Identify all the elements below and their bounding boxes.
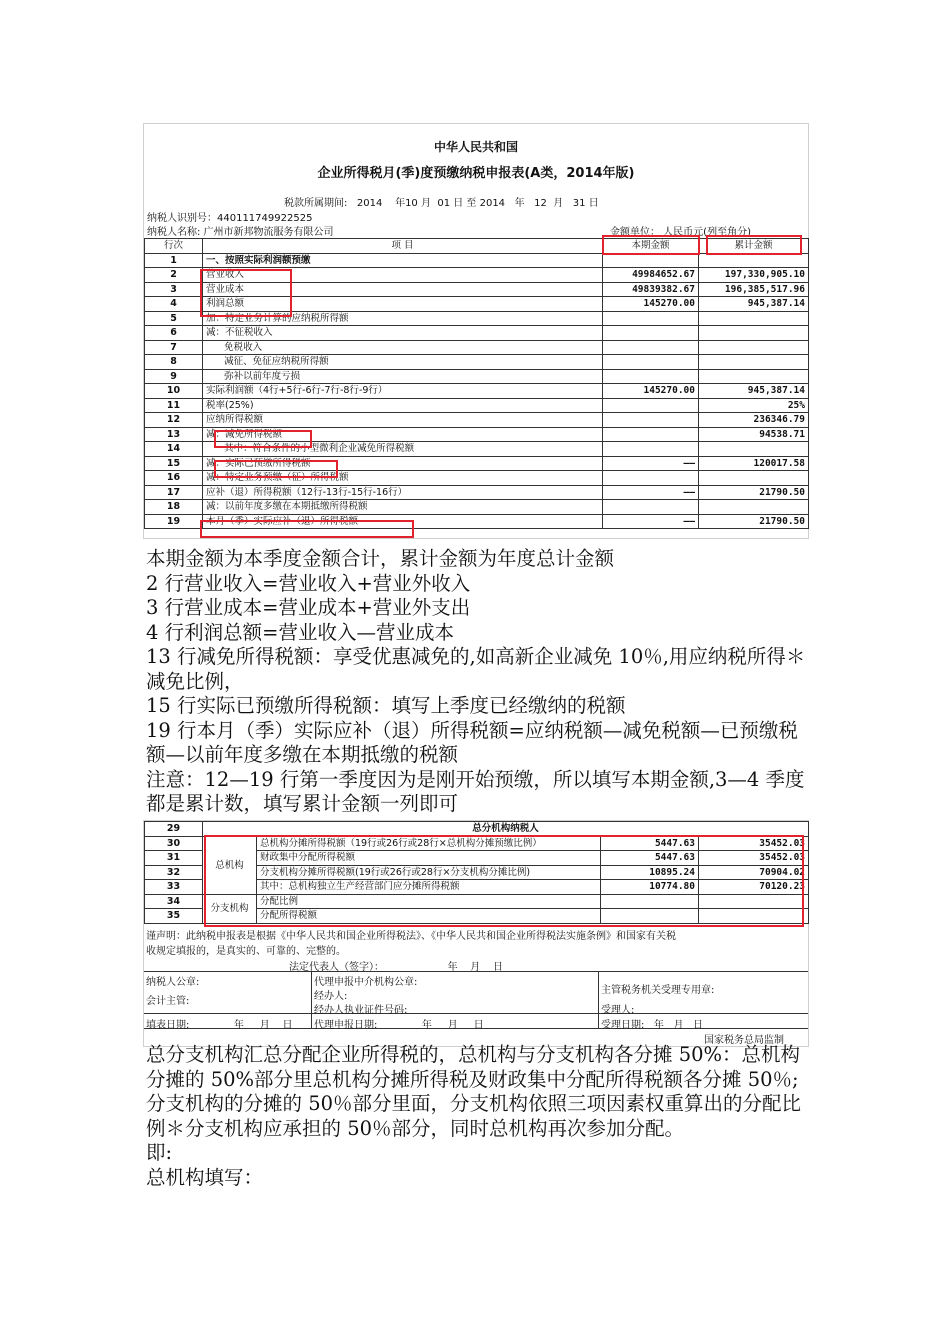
row-current: 5447.63 [601, 836, 699, 851]
row-item: 营业收入 [203, 268, 603, 283]
row-cumulative [699, 311, 809, 326]
row-index: 29 [145, 822, 203, 837]
row-item: 加：特定业务计算的应纳税所得额 [203, 311, 603, 326]
row-current [603, 340, 699, 355]
row-index: 13 [145, 427, 203, 442]
col-header-index: 行次 [145, 239, 203, 254]
table-row [145, 822, 809, 837]
row-current: —— [603, 456, 699, 471]
row-current: 145270.00 [603, 384, 699, 399]
row-item: 财政集中分配所得税额 [257, 851, 601, 866]
row-index: 32 [145, 865, 203, 880]
tax-return-form-image [143, 123, 809, 539]
table-row [145, 326, 809, 341]
row-item: 税率(25%) [203, 398, 603, 413]
agent-seal: 代理申报中介机构公章: [314, 977, 418, 988]
row-cumulative [699, 326, 809, 341]
highlight-row-13 [214, 430, 312, 448]
row-index: 9 [145, 369, 203, 384]
row-index: 15 [145, 456, 203, 471]
accountant: 会计主管: [146, 996, 190, 1007]
row-index: 18 [145, 500, 203, 515]
row-cumulative [699, 442, 809, 457]
row-cumulative: 25% [699, 398, 809, 413]
highlight-row-15 [214, 460, 338, 478]
table-row [145, 253, 809, 268]
row-index: 5 [145, 311, 203, 326]
agent-person: 经办人: [314, 991, 348, 1002]
form-title: 企业所得税月(季)度预缴纳税申报表(A类，2014年版) [317, 166, 635, 181]
note-line: 注意：12—19 行第一季度因为是刚开始预缴，所以填写本期金额,3—4 季度都是累计数，填写累计金额一列即可 [146, 767, 805, 815]
row-cumulative: 35452.03 [699, 851, 809, 866]
col-header-item: 项 目 [203, 239, 603, 254]
row-index: 14 [145, 442, 203, 457]
row-item: 减：不征税收入 [203, 326, 603, 341]
row-index: 11 [145, 398, 203, 413]
row-current: 145270.00 [603, 297, 699, 312]
row-cumulative [699, 500, 809, 515]
row-item: 一、按照实际利润额预缴 [203, 253, 603, 268]
row-item: 减：实际已预缴所得税额 [203, 456, 603, 471]
row-index: 7 [145, 340, 203, 355]
row-index: 6 [145, 326, 203, 341]
highlight-hq-branch [204, 835, 804, 927]
row-item: 减：以前年度多缴在本期抵缴所得税额 [203, 500, 603, 515]
hq-label: 总机构 [203, 836, 257, 894]
row-item: 弥补以前年度亏损 [203, 369, 603, 384]
row-cumulative: 21790.50 [699, 514, 809, 529]
row-index: 33 [145, 880, 203, 895]
declaration-line-1: 谨声明：此纳税申报表是根据《中华人民共和国企业所得税法》、《中华人民共和国企业所得税法实施条例》和国家有关税 [146, 931, 676, 942]
note-line: 总分支机构汇总分配企业所得税的，总机构与分支机构各分摊 50%：总机构分摊的 50%部分里总机构分摊所得税及财政集中分配所得税额各分摊 50％;分支机构的分摊的 50％部分里面，分支机构依照三项因素权重算出的分配比例＊分支机构应承担的 50％部分，同时总机构再次参加分配。 [146, 1043, 802, 1140]
row-current [603, 398, 699, 413]
note-line: 2 行营业收入=营业收入+营业外收入 [146, 571, 471, 595]
taxpayer-id: 纳税人识别号：440111749922525 [147, 213, 313, 224]
col-header-cumulative: 累计金额 [699, 239, 809, 254]
row-cumulative: 21790.50 [699, 485, 809, 500]
tax-period: 税款所属期间: 2014 年10 月 01 日 至 2014 年 12 月 31 日 [284, 198, 599, 209]
row-current [603, 369, 699, 384]
row-cumulative: 945,387.14 [699, 384, 809, 399]
declaration-line-2: 收规定填报的，是真实的、可靠的、完整的。 [146, 946, 346, 957]
branch-label: 分支机构 [203, 894, 257, 923]
row-item: 应补（退）所得税额（12行-13行-15行-16行） [203, 485, 603, 500]
row-current [603, 355, 699, 370]
row-current: —— [603, 514, 699, 529]
row-item: 减：减免所得税额 [203, 427, 603, 442]
row-item: 应纳所得税额 [203, 413, 603, 428]
divider [144, 1013, 808, 1014]
taxpayer-name: 纳税人名称: 广州市新邦物流服务有限公司 [147, 227, 334, 238]
row-item: 免税收入 [203, 340, 603, 355]
table-row [145, 369, 809, 384]
row-index: 1 [145, 253, 203, 268]
row-current: 10895.24 [601, 865, 699, 880]
row-index: 35 [145, 909, 203, 924]
supervisor-label: 国家税务总局监制 [704, 1035, 784, 1046]
row-current [603, 500, 699, 515]
row-index: 31 [145, 851, 203, 866]
table-row [145, 500, 809, 515]
row-item: 本月（季）实际应补（退）所得税额 [203, 514, 603, 529]
row-cumulative: 94538.71 [699, 427, 809, 442]
row-item: 分配比例 [257, 894, 601, 909]
row-cumulative [699, 369, 809, 384]
row-current: 5447.63 [601, 851, 699, 866]
note-line: 13 行减免所得税额：享受优惠减免的,如高新企业减免 10％,用应纳税所得＊减免比例， [146, 645, 806, 693]
note-line: 3 行营业成本=营业成本+营业外支出 [146, 596, 471, 619]
row-cumulative: 945,387.14 [699, 297, 809, 312]
row-item: 分配所得税额 [257, 909, 601, 924]
notes-section-1 [146, 547, 810, 817]
note-line: 15 行实际已预缴所得税额：填写上季度已经缴纳的税额 [146, 694, 626, 717]
taxpayer-seal: 纳税人公章: [146, 977, 200, 988]
hq-branch-form-image [143, 820, 809, 1047]
row-current: 10774.80 [601, 880, 699, 895]
legal-representative: 法定代表人（签字）： 年 月 日 [289, 962, 504, 973]
row-current [603, 442, 699, 457]
highlight-rows-2-4 [200, 269, 292, 317]
divider [598, 971, 599, 1028]
receive-date: 受理日期: 年 月 日 [601, 1020, 703, 1031]
row-item: 减征、免征应纳税所得额 [203, 355, 603, 370]
row-item: 营业成本 [203, 282, 603, 297]
row-index: 34 [145, 894, 203, 909]
row-item: 减：特定业务预缴（征）所得税额 [203, 471, 603, 486]
note-line: 总机构填写： [146, 1165, 264, 1189]
agent-date: 代理申报日期: 年 月 日 [314, 1020, 484, 1031]
row-index: 12 [145, 413, 203, 428]
row-cumulative: 196,385,517.96 [699, 282, 809, 297]
row-current [603, 311, 699, 326]
divider [311, 971, 312, 1028]
fill-date: 填表日期: 年 月 日 [146, 1020, 293, 1031]
row-item: 总机构分摊所得税额（19行或26行或28行×总机构分摊预缴比例） [257, 836, 601, 851]
row-cumulative: 236346.79 [699, 413, 809, 428]
row-index: 2 [145, 268, 203, 283]
row-cumulative: 197,330,905.10 [699, 268, 809, 283]
row-index: 16 [145, 471, 203, 486]
table-row [145, 384, 809, 399]
row-current [603, 471, 699, 486]
row-item: 利润总额 [203, 297, 603, 312]
divider [144, 971, 808, 972]
row-cumulative: 120017.58 [699, 456, 809, 471]
row-cumulative [699, 340, 809, 355]
row-index: 30 [145, 836, 203, 851]
row-index: 4 [145, 297, 203, 312]
note-line: 19 行本月（季）实际应补（退）所得税额=应纳税额—减免税额—已预缴税额—以前年度多缴在本期抵缴的税额 [146, 718, 798, 766]
col-header-current: 本期金额 [603, 239, 699, 254]
row-cumulative [699, 355, 809, 370]
row-cumulative [699, 253, 809, 268]
form-country: 中华人民共和国 [433, 140, 518, 154]
row-cumulative: 35452.03 [699, 836, 809, 851]
table-row [145, 413, 809, 428]
note-line: 4 行利润总额=营业收入—营业成本 [146, 620, 454, 644]
row-item: 分支机构分摊所得税额(19行或26行或28行×分支机构分摊比例) [257, 865, 601, 880]
row-current [603, 427, 699, 442]
row-index: 8 [145, 355, 203, 370]
note-line: 本期金额为本季度金额合计，累计金额为年度总计金额 [146, 547, 615, 570]
row-item: 实际利润额（4行+5行-6行-7行-8行-9行） [203, 384, 603, 399]
authority-seal: 主管税务机关受理专用章: [601, 985, 715, 996]
row-current [603, 326, 699, 341]
table-row [145, 340, 809, 355]
row-index: 19 [145, 514, 203, 529]
highlight-row-19 [200, 520, 414, 538]
row-current [603, 253, 699, 268]
row-index: 17 [145, 485, 203, 500]
receiver: 受理人: [601, 1005, 635, 1016]
highlight-current-header [602, 235, 700, 255]
highlight-cumulative-header [706, 235, 802, 255]
row-current: —— [603, 485, 699, 500]
agent-cert: 经办人执业证件号码: [314, 1005, 408, 1016]
row-cumulative [699, 471, 809, 486]
row-item: 其中：符合条件的小型微利企业减免所得税额 [203, 442, 603, 457]
amount-unit: 金额单位： 人民币元(列至角分) [610, 227, 751, 238]
row-item: 其中：总机构独立生产经营部门应分摊所得税额 [257, 880, 601, 895]
row-current: 49984652.67 [603, 268, 699, 283]
row-current [603, 413, 699, 428]
table-row [145, 398, 809, 413]
row-index: 3 [145, 282, 203, 297]
row-index: 10 [145, 384, 203, 399]
notes-section-2 [146, 1043, 810, 1190]
table-row [145, 485, 809, 500]
row-cumulative: 70120.23 [699, 880, 809, 895]
section-title: 总分机构纳税人 [203, 822, 809, 837]
row-current: 49839382.67 [603, 282, 699, 297]
note-line: 即: [146, 1141, 173, 1164]
row-cumulative: 70904.02 [699, 865, 809, 880]
table-row [145, 355, 809, 370]
